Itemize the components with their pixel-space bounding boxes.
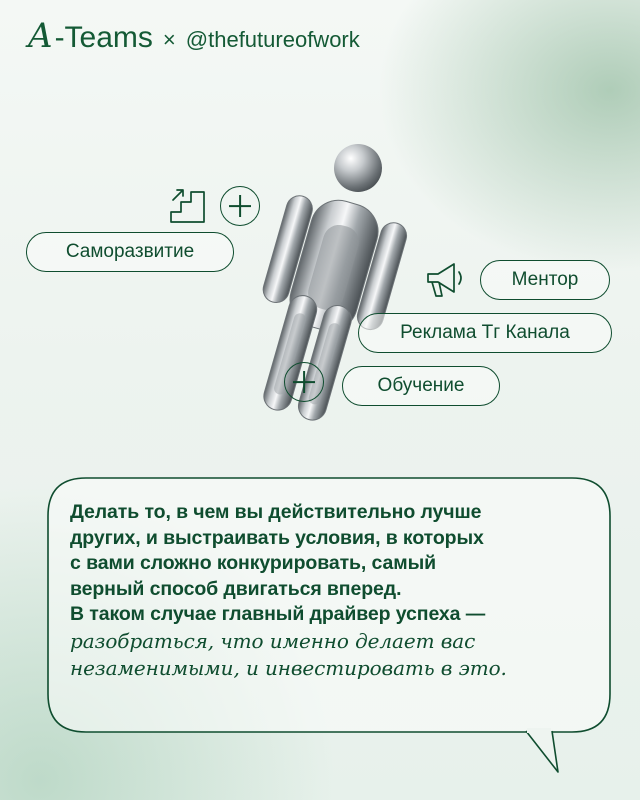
- tag-telegram-ads: Реклама Тг Канала: [358, 313, 612, 353]
- brand-logo-initial: A: [28, 16, 53, 56]
- stairs-icon: [168, 186, 208, 226]
- quote-line: с вами сложно конкурировать, самый: [70, 552, 437, 574]
- tag-mentor: Ментор: [480, 260, 610, 300]
- brand-logo-name: -Teams: [54, 21, 153, 54]
- megaphone-icon: [424, 258, 470, 300]
- quote-line-italic: незаменимыми, и инвестировать в это.: [70, 655, 507, 680]
- quote-line: верный способ двигаться вперед.: [70, 577, 402, 600]
- quote-bubble: [46, 476, 612, 776]
- plus-circle-icon: [220, 186, 260, 226]
- quote-line: других, и выстраивать условия, в которых: [70, 526, 484, 549]
- brand-handle: @thefutureofwork: [185, 27, 360, 52]
- quote-line-italic: разобраться, что именно делает вас: [70, 628, 476, 653]
- quote-line: Делать то, в чем вы действительно лучше: [70, 501, 482, 523]
- plus-circle-icon: [284, 362, 324, 402]
- tag-self-development: Саморазвитие: [26, 232, 234, 272]
- quote-line: В таком случае главный драйвер успеха —: [70, 603, 486, 625]
- brand-separator: ×: [162, 27, 176, 52]
- figure-head: [334, 144, 382, 192]
- tag-study: Обучение: [342, 366, 500, 406]
- quote-text: [70, 500, 590, 682]
